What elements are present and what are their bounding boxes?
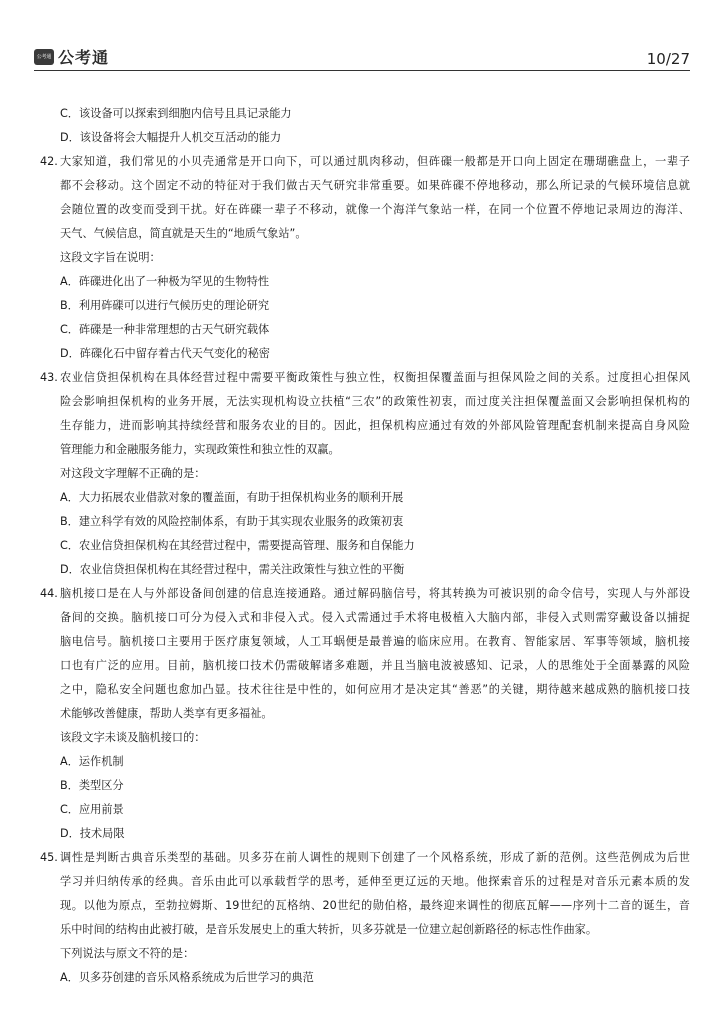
question-text-line xyxy=(40,846,690,870)
question-45 xyxy=(40,846,690,990)
question-text-line xyxy=(40,366,690,390)
option-c: C．砗磲是一种非常理想的古天气研究载体 xyxy=(60,323,270,336)
question-text-line: 管理能力和金融服务能力，实现政策性和独立性的双赢。 xyxy=(60,443,340,456)
option-c: C．农业信贷担保机构在其经营过程中，需要提高管理、服务和自保能力 xyxy=(60,539,415,552)
option-b: B．类型区分 xyxy=(60,779,124,792)
question-text: 调性是判断古典音乐类型的基础。贝多芬在前人调性的规则下创建了一个风格系统，形成了新的范例。这些范例成为后世 xyxy=(60,851,690,864)
page-header xyxy=(34,42,690,71)
option-c: C．该设备可以探索到细胞内信号且具记录能力 xyxy=(60,107,292,120)
question-text-line: 术能够改善健康，帮助人类享有更多福祉。 xyxy=(60,707,273,720)
question-text-line: 之中，隐私安全问题也愈加凸显。技术往往是中性的，如何应用才是决定其“善恶”的关键，期待越来越成熟的脑机接口技 xyxy=(60,683,690,696)
question-text: 大家知道，我们常见的小贝壳通常是开口向下，可以通过肌肉移动，但砗磲一般都是开口向上固定在珊瑚礁盘上，一辈子 xyxy=(60,155,690,168)
question-text-line: 生存能力，进而影响其持续经营和服务农业的目的。因此，担保机构应通过有效的外部风险管理配套机制来提高自身风险 xyxy=(60,419,690,432)
question-43 xyxy=(40,366,690,582)
question-text-line: 现。以他为原点，至勃拉姆斯、19世纪的瓦格纳、20世纪的勋伯格，最终迎来调性的彻底瓦解——序列十二音的诞生，音 xyxy=(60,899,690,912)
question-prompt: 这段文字旨在说明： xyxy=(60,251,161,264)
option-b: B．利用砗磲可以进行气候历史的理论研究 xyxy=(60,299,270,312)
option-a: A．砗磲进化出了一种极为罕见的生物特性 xyxy=(60,275,270,288)
question-text-line: 会随位置的改变而受到干扰。好在砗磲一辈子不移动，就像一个海洋气象站一样，在同一个位置不停地记录周边的海洋、 xyxy=(60,203,690,216)
option-b: B．建立科学有效的风险控制体系，有助于其实现农业服务的政策初衷 xyxy=(60,515,404,528)
question-number: 45. xyxy=(40,851,58,864)
logo xyxy=(34,45,109,68)
option-c: C．应用前景 xyxy=(60,803,124,816)
option-d: D．农业信贷担保机构在其经营过程中，需关注政策性与独立性的平衡 xyxy=(60,563,405,576)
document-body xyxy=(40,102,690,990)
question-text-line: 备间的交换。脑机接口可分为侵入式和非侵入式。侵入式需通过手术将电极植入大脑内部，非侵入式则需穿戴设备以捕捉 xyxy=(60,611,690,624)
question-text-line xyxy=(40,582,690,606)
question-text-line: 都不会移动。这个固定不动的特征对于我们做古天气研究非常重要。如果砗磲不停地移动，那么所记录的气候环境信息就 xyxy=(60,179,690,192)
logo-mark-icon: 公考通 xyxy=(34,49,54,65)
question-prompt: 下列说法与原文不符的是： xyxy=(60,947,195,960)
question-prompt: 该段文字未谈及脑机接口的： xyxy=(60,731,206,744)
page-number: 10/27 xyxy=(646,50,690,68)
question-text-line: 学习并归纳传承的经典。音乐由此可以承载哲学的思考，延伸至更辽远的天地。他探索音乐的过程是对音乐元素本质的发 xyxy=(60,875,690,888)
option-d: D．该设备将会大幅提升人机交互活动的能力 xyxy=(60,131,282,144)
question-number: 43. xyxy=(40,371,58,384)
question-number: 42. xyxy=(40,155,58,168)
question-text: 农业信贷担保机构在具体经营过程中需要平衡政策性与独立性，权衡担保覆盖面与担保风险之间的关系。过度担心担保风 xyxy=(60,371,690,384)
question-text-line xyxy=(40,150,690,174)
option-a: A．运作机制 xyxy=(60,755,124,768)
logo-text: 公考通 xyxy=(58,48,110,67)
option-d: D．技术局限 xyxy=(60,827,125,840)
question-44 xyxy=(40,582,690,846)
question-42 xyxy=(40,150,690,366)
question-text-line: 天气、气候信息，简直就是天生的“地质气象站”。 xyxy=(60,227,307,240)
option-a: A．大力拓展农业借款对象的覆盖面，有助于担保机构业务的顺利开展 xyxy=(60,491,404,504)
question-text-line: 乐中时间的结构由此被打破，是音乐发展史上的重大转折，贝多芬就是一位建立起创新路径的标志性作曲家。 xyxy=(60,923,598,936)
option-d: D．砗磲化石中留存着古代天气变化的秘密 xyxy=(60,347,270,360)
question-prompt: 对这段文字理解不正确的是： xyxy=(60,467,206,480)
question-text-line: 脑电信号。脑机接口主要用于医疗康复领域，人工耳蜗便是最普遍的临床应用。在教育、智能家居、军事等领域，脑机接 xyxy=(60,635,690,648)
option-a: A．贝多芬创建的音乐风格系统成为后世学习的典范 xyxy=(60,971,314,984)
question-text-line: 口也有广泛的应用。目前，脑机接口技术仍需破解诸多难题，并且当脑电波被感知、记录，人的思维处于全面暴露的风险 xyxy=(60,659,690,672)
question-text: 脑机接口是在人与外部设备间创建的信息连接通路。通过解码脑信号，将其转换为可被识别的命令信号，实现人与外部设 xyxy=(60,587,690,600)
question-text-line: 险会影响担保机构的业务开展，无法实现机构设立扶植“三农”的政策性初衷，而过度关注担保覆盖面又会影响担保机构的 xyxy=(60,395,690,408)
question-number: 44. xyxy=(40,587,58,600)
